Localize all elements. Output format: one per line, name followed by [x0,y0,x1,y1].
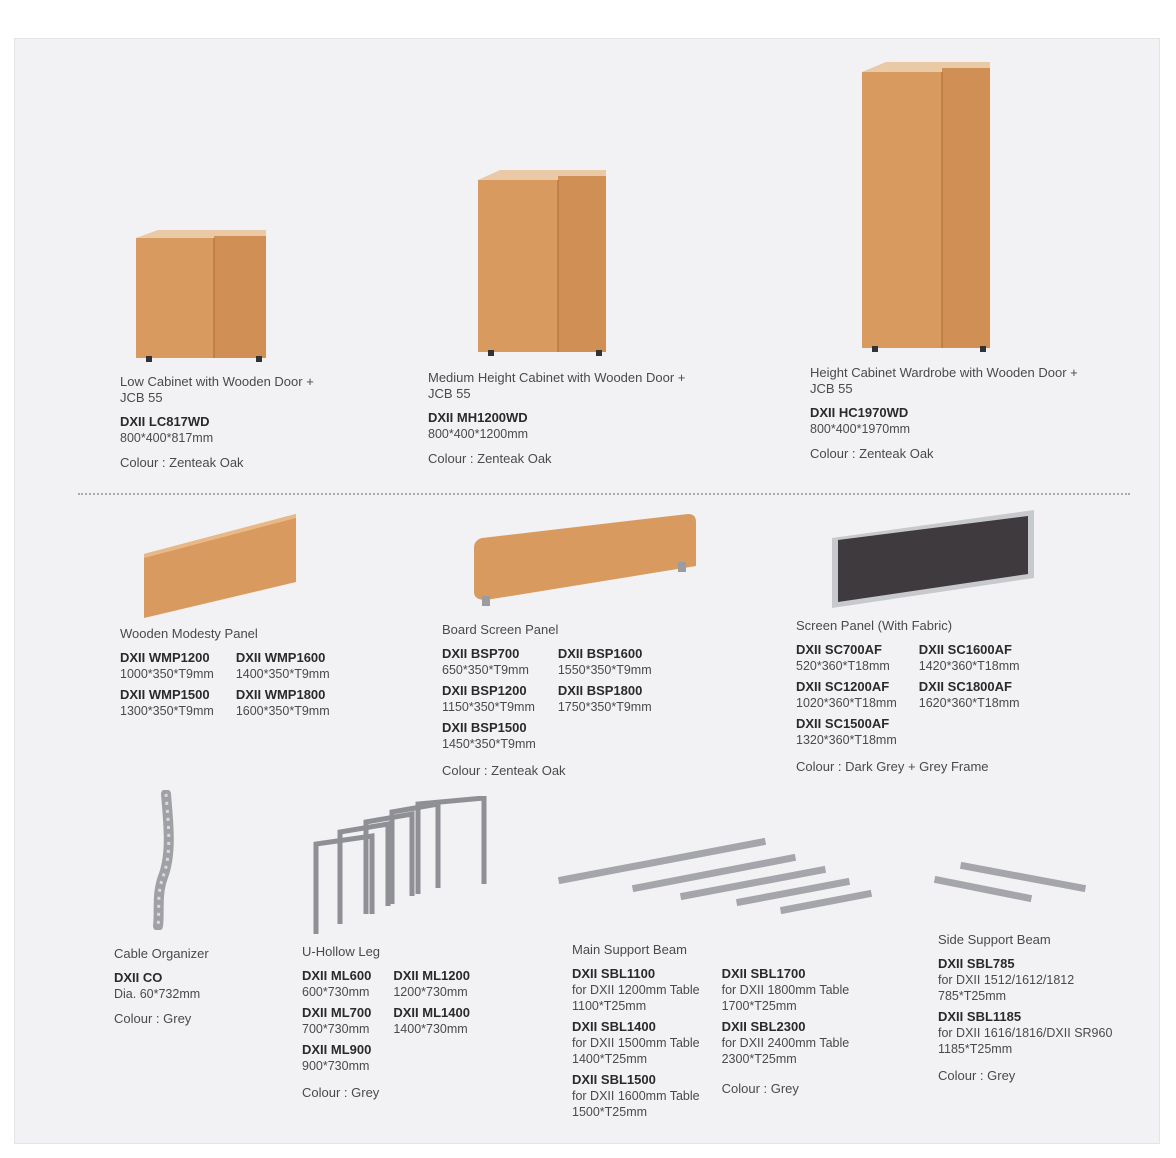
variant-size: 520*360*T18mm [796,659,890,673]
variant-size: 1100*T25mm [572,999,647,1013]
product-colour: Colour : Zenteak Oak [442,763,566,778]
variant-code: DXII BSP1500 [442,720,527,735]
variant-code: DXII ML1400 [393,1005,470,1020]
product-colour: Colour : Zenteak Oak [428,451,552,466]
medium-cabinet-info [428,370,708,467]
variant-code: DXII WMP1800 [235,687,326,702]
variant-size: 650*350*T9mm [442,663,529,677]
variant-grid [120,650,400,721]
product-name: Main Support Beam [572,942,687,957]
variant-code: DXII BSP1200 [442,683,527,698]
variant-size: 1400*T25mm [572,1052,648,1066]
variant-grid [572,966,912,1122]
variant-grid [796,642,1116,750]
product-name: Low Cabinet with Wooden Door + JCB 55 [120,374,314,405]
variant-size: 785*T25mm [938,989,1007,1003]
screen-panel-image [830,508,1038,612]
variant-size: 1150*350*T9mm [442,700,535,714]
variant-code: DXII ML1200 [393,968,470,983]
low-cabinet-info [120,374,340,471]
product-name: Screen Panel (With Fabric) [796,618,953,633]
variant-size: 600*730mm [302,985,370,999]
variant-code: DXII SC1500AF [796,716,890,731]
variant-size: 1185*T25mm [938,1042,1013,1056]
product-name: Side Support Beam [938,932,1051,947]
variant-size: 1300*350*T9mm [120,704,214,718]
variant-code: DXII SBL785 [938,956,1015,971]
variant-size: 1620*360*T18mm [918,696,1020,710]
variant-code: DXII BSP1600 [557,646,643,661]
variant-code: DXII ML900 [302,1042,372,1057]
product-code: DXII HC1970WD [810,405,909,420]
cable-organizer-info [114,946,294,1027]
product-code: DXII MH1200WD [428,410,528,425]
modesty-panel-info [120,626,400,721]
variant-code: DXII ML600 [302,968,372,983]
side-support-beam-image [932,858,1092,908]
product-size: 800*400*1200mm [428,427,529,441]
variant-note: for DXII 1800mm Table [721,983,850,997]
variant-size: 1600*350*T9mm [235,704,330,718]
variant-size: 900*730mm [302,1059,370,1073]
variant-size: 700*730mm [302,1022,370,1036]
variant-note: for DXII 1500mm Table [572,1036,700,1050]
cable-organizer-image [146,790,186,930]
variant-code: DXII WMP1200 [120,650,210,665]
product-code: DXII LC817WD [120,414,210,429]
u-hollow-leg-info [302,944,542,1101]
product-size: 800*400*1970mm [810,422,911,436]
board-screen-image [468,510,700,610]
product-colour: Colour : Zenteak Oak [810,446,934,461]
variant-grid [442,646,742,754]
product-size: Dia. 60*732mm [114,987,201,1001]
product-colour: Colour : Grey [938,1068,1016,1083]
variant-code: DXII SBL1400 [572,1019,656,1034]
variant-code: DXII BSP700 [442,646,520,661]
side-support-beam-info [938,932,1148,1084]
variant-code: DXII SBL1700 [721,966,806,981]
product-colour: Colour : Dark Grey + Grey Frame [796,759,989,774]
product-size: 800*400*817mm [120,431,214,445]
variant-code: DXII BSP1800 [557,683,643,698]
variant-size: 1000*350*T9mm [120,667,214,681]
variant-code: DXII SBL2300 [721,1019,806,1034]
medium-cabinet-image [472,166,612,358]
variant-size: 1750*350*T9mm [557,700,652,714]
product-name: Medium Height Cabinet with Wooden Door + JCB 55 [428,370,686,401]
product-colour: Colour : Grey [302,1085,380,1100]
variant-code: DXII SBL1500 [572,1072,656,1087]
variant-code: DXII SBL1100 [572,966,656,981]
main-support-beam-info [572,942,912,1122]
product-name: U-Hollow Leg [302,944,381,959]
variant-code: DXII WMP1600 [235,650,326,665]
variant-code: DXII WMP1500 [120,687,210,702]
product-name: Wooden Modesty Panel [120,626,258,641]
low-cabinet-image [128,228,273,364]
variant-code: DXII SC700AF [796,642,882,657]
product-colour: Colour : Zenteak Oak [120,455,244,470]
variant-code: DXII ML700 [302,1005,372,1020]
modesty-panel-image [140,510,300,622]
height-cabinet-info [810,365,1100,462]
product-code: DXII CO [114,970,163,985]
variant-code: DXII SBL1185 [938,1009,1022,1024]
variant-size: 1700*T25mm [721,999,797,1013]
product-colour: Colour : Grey [114,1011,192,1026]
variant-code: DXII SC1200AF [796,679,890,694]
variant-size: 1320*360*T18mm [796,733,897,747]
variant-code: DXII SC1600AF [918,642,1012,657]
product-name: Board Screen Panel [442,622,559,637]
variant-note: for DXII 2400mm Table [721,1036,850,1050]
main-support-beam-image [556,834,874,916]
product-name: Height Cabinet Wardrobe with Wooden Door + JCB 55 [810,365,1078,396]
variant-size: 1500*T25mm [572,1105,648,1119]
variant-note: for DXII 1200mm Table [572,983,700,997]
variant-note: for DXII 1512/1612/1812 [938,973,1075,987]
section-divider [78,493,1130,495]
variant-note: for DXII 1600mm Table [572,1089,700,1103]
variant-size: 1420*360*T18mm [918,659,1020,673]
board-screen-info [442,622,742,779]
product-colour: Colour : Grey [721,1081,799,1096]
variant-size: 1450*350*T9mm [442,737,536,751]
variant-grid [302,968,542,1076]
variant-size: 1400*350*T9mm [235,667,330,681]
variant-size: 2300*T25mm [721,1052,797,1066]
screen-panel-info [796,618,1116,775]
variant-size: 1200*730mm [393,985,468,999]
product-name: Cable Organizer [114,946,209,961]
u-hollow-leg-image [308,796,494,942]
variant-code: DXII SC1800AF [918,679,1012,694]
height-cabinet-image [856,58,996,356]
variant-note: for DXII 1616/1816/DXII SR960 [938,1026,1113,1040]
variant-size: 1020*360*T18mm [796,696,897,710]
variant-size: 1550*350*T9mm [557,663,652,677]
variant-size: 1400*730mm [393,1022,468,1036]
